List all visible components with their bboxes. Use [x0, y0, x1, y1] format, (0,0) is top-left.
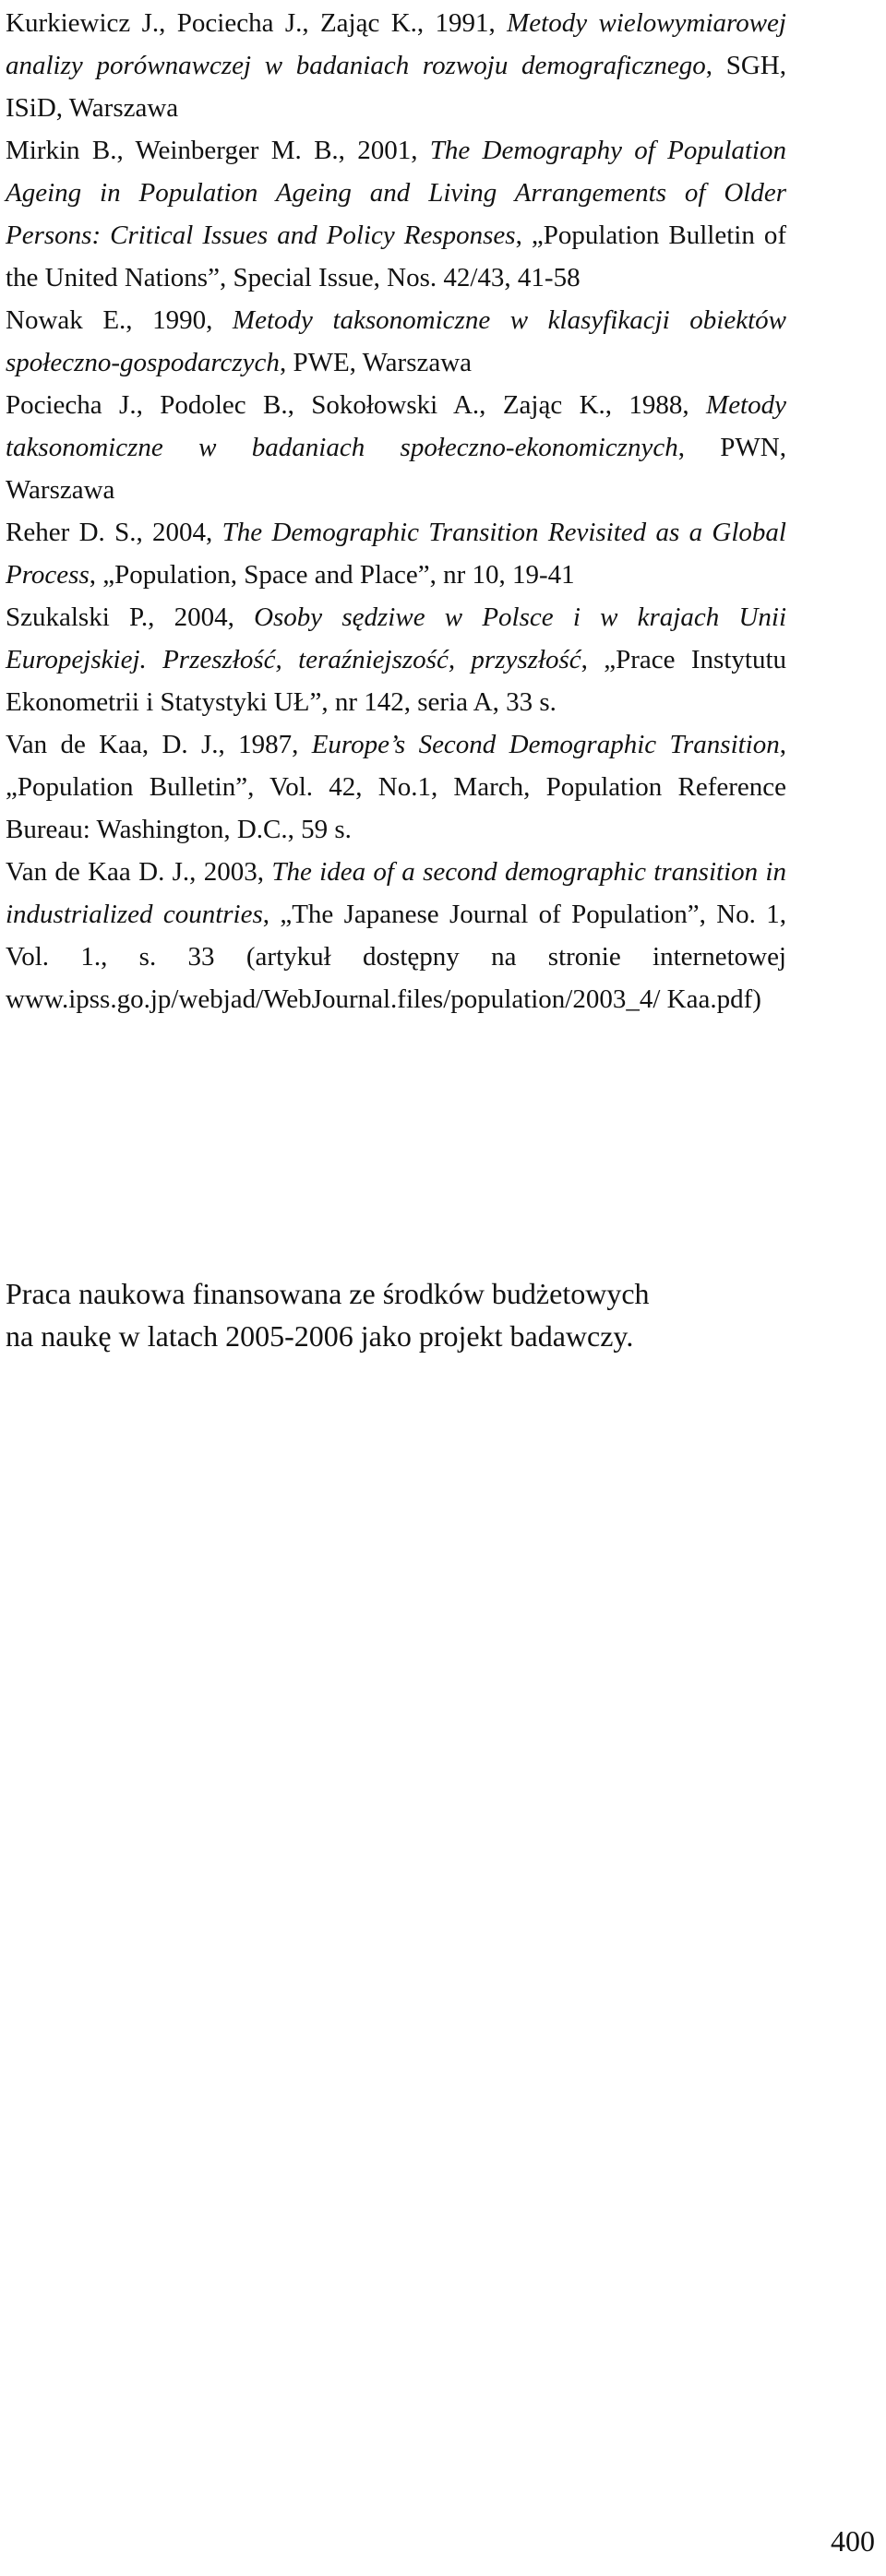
reference-entry	[6, 511, 786, 596]
reference-entry	[6, 299, 786, 384]
reference-title: Metody taksonomiczne w badaniach społeczno-ekonomicznych	[6, 390, 786, 462]
reference-title: Metody taksonomiczne w klasyfikacji obiektów społeczno-gospodarczych	[6, 305, 786, 377]
funding-note	[6, 1272, 836, 1357]
references-list	[6, 2, 786, 1020]
reference-details: , „Population Bulletin”, Vol. 42, No.1, March, Population Reference Bureau: Washington, D.C., 59 s.	[6, 730, 786, 844]
reference-details: , „Population Bulletin of the United Nations”, Special Issue, Nos. 42/43, 41-58	[6, 221, 786, 292]
reference-authors: Van de Kaa D. J., 2003,	[6, 857, 272, 887]
reference-authors: Pociecha J., Podolec B., Sokołowski A., Zając K., 1988,	[6, 390, 707, 420]
reference-entry	[6, 129, 786, 299]
reference-details: , PWN, Warszawa	[6, 433, 787, 505]
reference-title: Osoby sędziwe w Polsce i w krajach Unii Europejskiej. Przeszłość, teraźniejszość, przyszłość	[6, 602, 786, 674]
reference-authors: Van de Kaa, D. J., 1987,	[6, 730, 312, 759]
reference-entry	[6, 384, 786, 511]
reference-entry	[6, 851, 786, 1020]
reference-title: The Demographic Transition Revisited as a Global Process	[6, 518, 786, 590]
funding-line: Praca naukowa finansowana ze środków budżetowych	[6, 1277, 650, 1310]
reference-authors: Kurkiewicz J., Pociecha J., Zając K., 1991,	[6, 8, 508, 38]
reference-authors: Nowak E., 1990,	[6, 305, 233, 335]
reference-details: , SGH, ISiD, Warszawa	[6, 51, 787, 123]
reference-details: , PWE, Warszawa	[279, 348, 473, 377]
page-number: 400	[831, 2524, 875, 2558]
reference-entry	[6, 723, 786, 851]
reference-title: Europe’s Second Demographic Transition	[311, 730, 780, 759]
reference-title: Metody wielowymiarowej analizy porównawczej w badaniach rozwoju demograficznego	[6, 8, 786, 80]
reference-authors: Szukalski P., 2004,	[6, 602, 255, 632]
reference-details: , „Population, Space and Place”, nr 10, 19-41	[89, 560, 575, 590]
funding-line: na naukę w latach 2005-2006 jako projekt badawczy.	[6, 1319, 634, 1353]
reference-entry	[6, 2, 786, 129]
reference-authors: Reher D. S., 2004,	[6, 518, 222, 547]
reference-entry	[6, 596, 786, 723]
reference-authors: Mirkin B., Weinberger M. B., 2001,	[6, 136, 430, 165]
reference-details: , „The Japanese Journal of Population”, No. 1, Vol. 1., s. 33 (artykuł dostępny na stronie internetowej www.ipss.go.jp/webjad/WebJournal.files/population/2003_4/ Kaa.pdf)	[6, 900, 786, 1014]
reference-title: The Demography of Population Ageing in Population Ageing and Living Arrangements of Older Persons: Critical Issues and Policy Responses	[6, 136, 786, 250]
reference-title: The idea of a second demographic transition in industrialized countries	[6, 857, 786, 929]
reference-details: , „Prace Instytutu Ekonometrii i Statystyki UŁ”, nr 142, seria A, 33 s.	[6, 645, 786, 717]
